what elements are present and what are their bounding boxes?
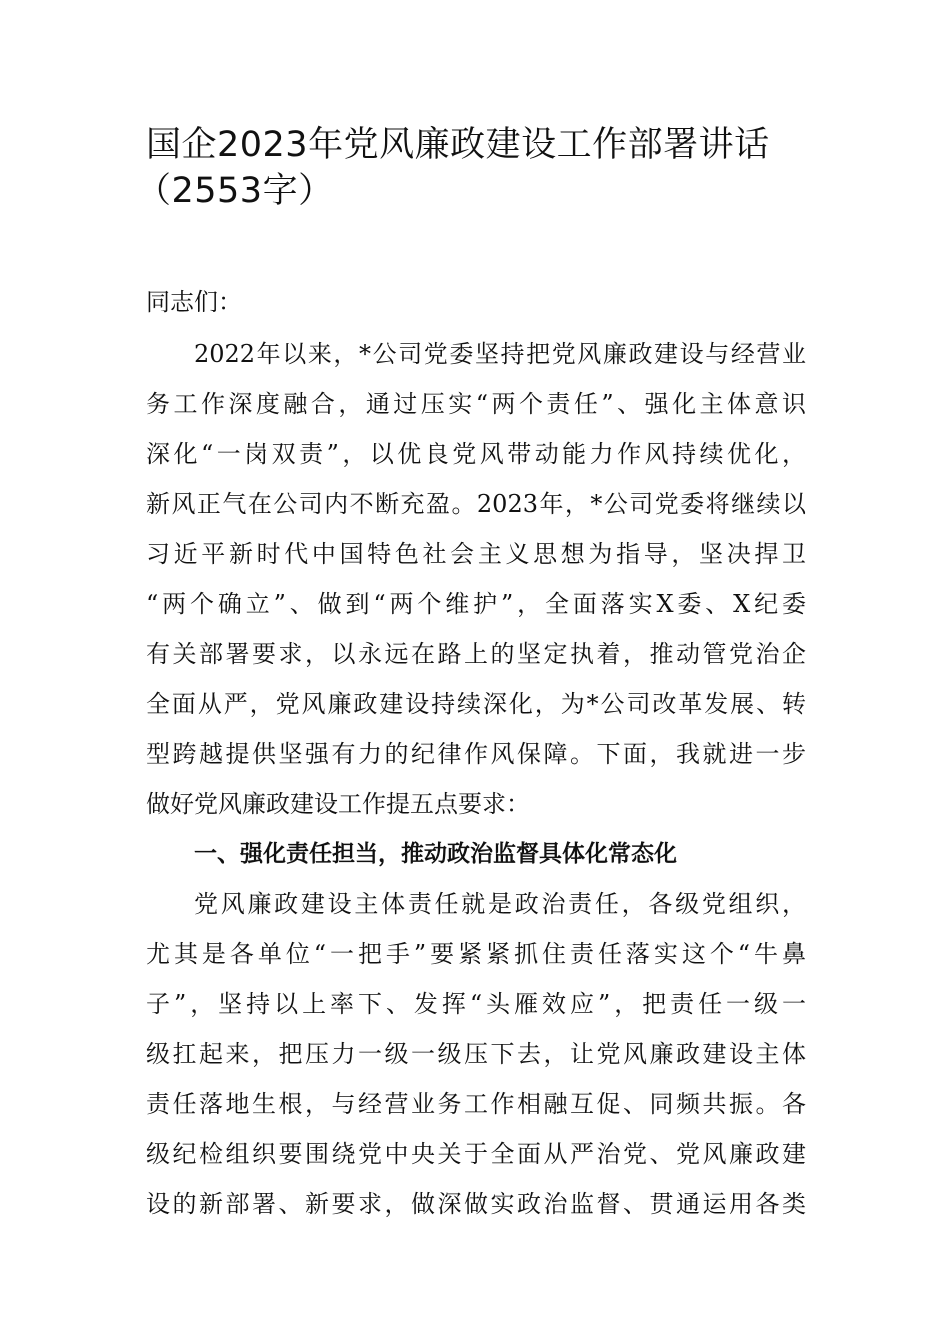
paragraph1-line-2: 务工作深度融合，通过压实“两个责任”、强化主体意识 [146, 390, 806, 418]
paragraph2-line-2: 尤其是各单位“一把手”要紧紧抓住责任落实这个“牛鼻 [146, 940, 806, 968]
paragraph2-line-1: 党风廉政建设主体责任就是政治责任，各级党组织， [194, 890, 806, 918]
paragraph1-line-1: 2022年以来，*公司党委坚持把党风廉政建设与经营业 [194, 340, 806, 368]
paragraph2-line-4: 级扛起来，把压力一级一级压下去，让党风廉政建设主体 [146, 1040, 806, 1068]
paragraph1-line-7: 有关部署要求，以永远在路上的坚定执着，推动管党治企 [146, 640, 806, 668]
salutation: 同志们： [146, 288, 242, 316]
paragraph2-line-5: 责任落地生根，与经营业务工作相融互促、同频共振。各 [146, 1090, 806, 1118]
paragraph1-line-9: 型跨越提供坚强有力的纪律作风保障。下面，我就进一步 [146, 740, 806, 768]
paragraph2-line-6: 级纪检组织要围绕党中央关于全面从严治党、党风廉政建 [146, 1140, 806, 1168]
paragraph1-line-4: 新风正气在公司内不断充盈。2023年，*公司党委将继续以 [146, 490, 806, 518]
title-line-1: 国企2023年党风廉政建设工作部署讲话 [146, 125, 770, 165]
paragraph1-line-10: 做好党风廉政建设工作提五点要求： [146, 790, 530, 818]
paragraph1-line-6: “两个确立”、做到“两个维护”，全面落实X委、X纪委 [146, 590, 806, 618]
section-heading-1: 一、强化责任担当，推动政治监督具体化常态化 [194, 841, 677, 867]
paragraph1-line-5: 习近平新时代中国特色社会主义思想为指导，坚决捍卫 [146, 540, 806, 568]
paragraph2-line-3: 子”，坚持以上率下、发挥“头雁效应”，把责任一级一 [146, 990, 806, 1018]
paragraph1-line-3: 深化“一岗双责”，以优良党风带动能力作风持续优化， [146, 440, 806, 468]
paragraph2-line-7: 设的新部署、新要求，做深做实政治监督、贯通运用各类 [146, 1190, 806, 1218]
paragraph1-line-8: 全面从严，党风廉政建设持续深化，为*公司改革发展、转 [146, 690, 806, 718]
document-title [136, 122, 826, 214]
title-line-2: （2553字） [136, 171, 334, 211]
